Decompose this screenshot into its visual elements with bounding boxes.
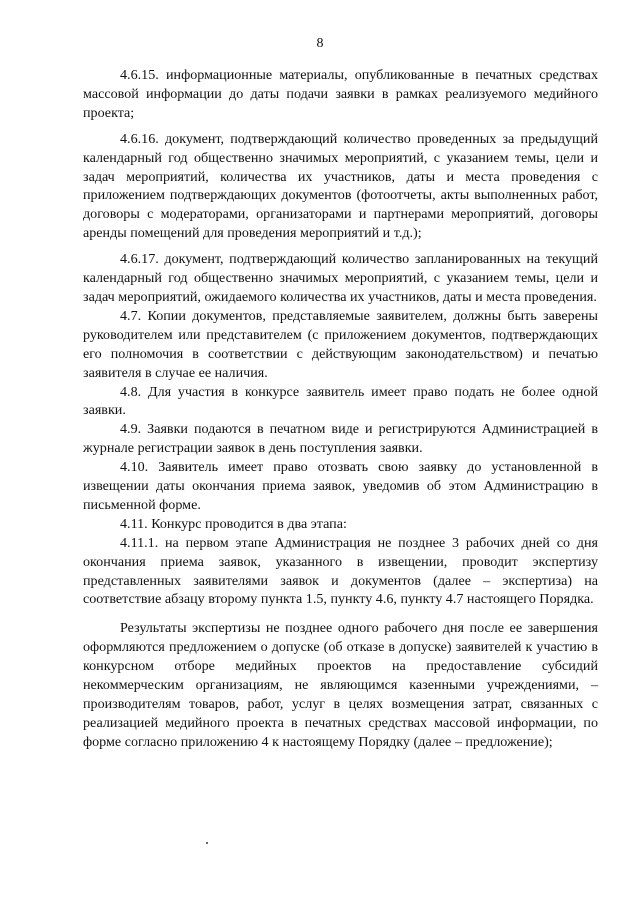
- paragraph-4-8: 4.8. Для участия в конкурсе заявитель имеет право подать не более одной заявки.: [83, 383, 598, 419]
- paragraph-4-6-16: 4.6.16. документ, подтверждающий количество проведенных за предыдущий календарный год общественно значимых мероприятий, с указанием темы, цели и задач мероприятий, количества их участников, даты и места проведения с приложением подтверждающих документов (фотоотчеты, акты выполненных работ, договоры с модераторами, организаторами и партнерами мероприятий, договоры аренды помещений для проведения мероприятий и т.д.);: [83, 130, 598, 242]
- paragraph-4-7: 4.7. Копии документов, представляемые заявителем, должны быть заверены руководителем или представителем (с приложением документов, подтверждающих его полномочия в соответствии с действующим законодательством) и печатью заявителя в случае ее наличия.: [83, 307, 598, 381]
- paragraph-4-11: 4.11. Конкурс проводится в два этапа:: [120, 515, 347, 532]
- scan-speck: [206, 842, 208, 844]
- paragraph-4-10: 4.10. Заявитель имеет право отозвать свою заявку до установленной в извещении даты окончания приема заявок, уведомив об этом Администрацию в письменной форме.: [83, 459, 598, 513]
- page-body: [83, 66, 598, 752]
- paragraph-4-6-17: 4.6.17. документ, подтверждающий количество запланированных на текущий календарный год общественно значимых мероприятий, с указанием темы, цели и задач мероприятий, ожидаемого количества их участников, даты и места проведения.: [83, 251, 598, 305]
- paragraph-4-11-1: 4.11.1. на первом этапе Администрация не позднее 3 рабочих дней со дня окончания приема заявок, указанного в извещении, проводит экспертизу представленных заявителями заявок и документов (далее – экспертиза) на соответствие абзацу второму пункта 1.5, пункту 4.6, пункту 4.7 настоящего Порядка.: [83, 534, 598, 608]
- paragraph-expertise-results: Результаты экспертизы не позднее одного рабочего дня после ее завершения оформляются предложением о допуске (об отказе в допуске) заявителей к участию в конкурсном отборе медийных проектов на предоставление субсидий некоммерческим организациям, не являющимся казенными учреждениями, – производителям товаров, работ, услуг в целях возмещения затрат, связанных с реализацией медийного проекта в печатных средствах массовой информации, по форме согласно приложению 4 к настоящему Порядку (далее – предложение);: [83, 620, 598, 750]
- paragraph-4-9: 4.9. Заявки подаются в печатном виде и регистрируются Администрацией в журнале регистрации заявок в день поступления заявки.: [83, 421, 598, 457]
- page-number: 8: [316, 36, 324, 51]
- paragraph-4-6-15: 4.6.15. информационные материалы, опубликованные в печатных средствах массовой информации до даты подачи заявки в рамках реализуемого медийного проекта;: [83, 67, 598, 121]
